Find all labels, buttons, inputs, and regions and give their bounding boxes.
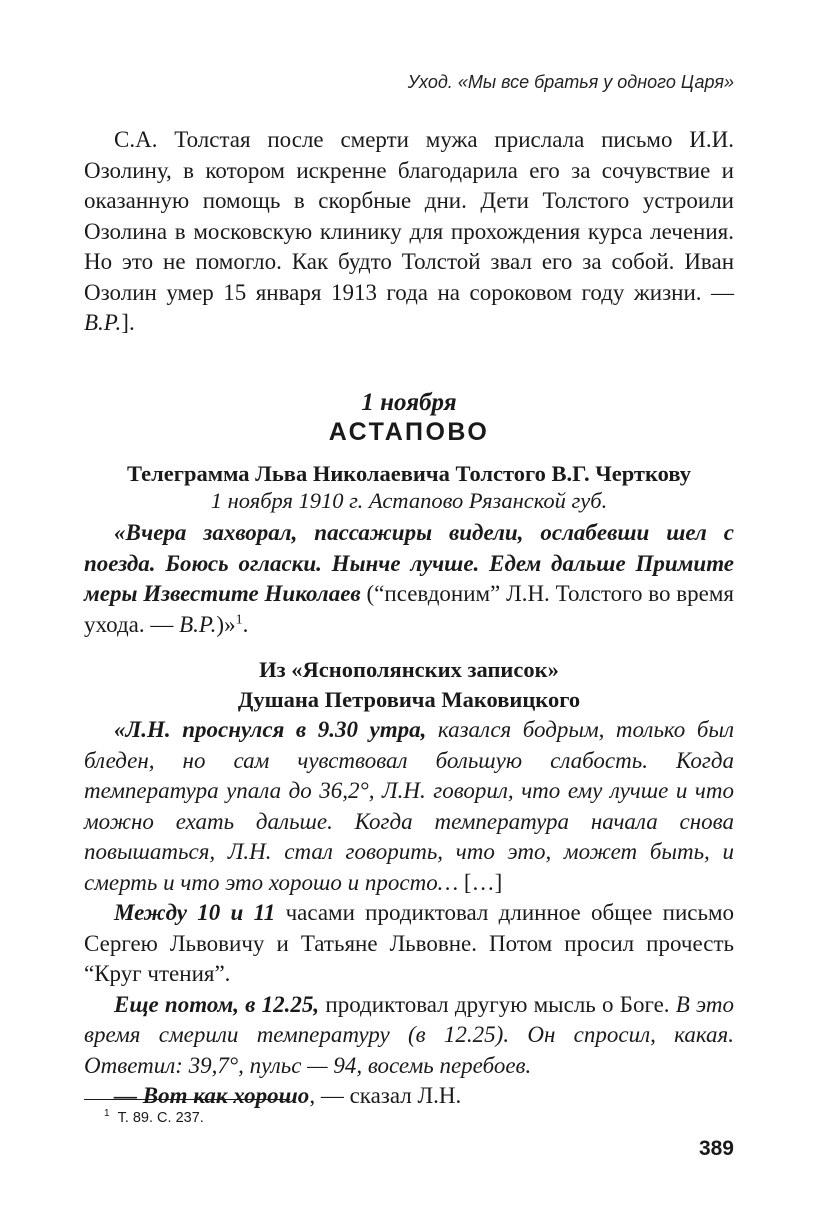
section-place: АСТАПОВО <box>328 418 490 446</box>
telegram-paragraph <box>84 518 734 640</box>
telegram-subtitle: 1 ноября 1910 г. Астапово Рязанской губ. <box>210 488 608 513</box>
telegram-note: (“псевдоним” Л.Н. Толстого во время ухода. — <box>84 581 734 637</box>
telegram-note-close: )» <box>216 611 236 637</box>
telegram-title: Телеграмма Льва Николаевича Толстого В.Г. Черткову <box>127 461 691 486</box>
footnote <box>84 1104 384 1128</box>
footnote-reference[interactable]: 1 <box>235 611 243 627</box>
excerpt-title <box>84 655 734 715</box>
excerpt-paragraph-2 <box>84 898 734 990</box>
excerpt-p1-end: […] <box>458 869 503 895</box>
excerpt-p4-bold: — Вот как хорошо <box>114 1083 310 1108</box>
excerpt-p3-text: продиктовал другую мысль о Боге. <box>319 991 670 1017</box>
excerpt-p3-bold: Еще потом, в 12.25, <box>114 991 320 1017</box>
excerpt-p1-bold: «Л.Н. проснулся в 9.30 утра, <box>114 717 427 742</box>
telegram-note-initials: В.Р. <box>179 611 217 637</box>
excerpt-p2-text: часами продиктовал длинное общее письмо Сергею Львовичу и Татьяне Львовне. Потом просил прочесть “Круг чтения”. <box>84 900 735 986</box>
excerpt-p4-text: , — сказал Л.Н. <box>309 1083 462 1108</box>
intro-initials: В.Р. <box>84 310 122 335</box>
excerpt-paragraph-3 <box>84 990 734 1082</box>
intro-paragraph <box>84 125 734 339</box>
page-number: 389 <box>698 1137 734 1160</box>
footnote-text: Т. 89. С. 237. <box>117 1109 204 1126</box>
excerpt-p2-bold: Между 10 и 11 <box>114 900 276 925</box>
excerpt-title-line-1: Из «Яснополянских записок» <box>259 657 559 682</box>
footnote-mark: 1 <box>104 1108 110 1119</box>
telegram-end: . <box>242 611 249 637</box>
intro-text: С.А. Толстая после смерти мужа прислала письмо И.И. Озолину, в котором искренне благодарила его за сочувствие и оказанную помощь в скорбные дни. Дети Толстого устроили Озолина в московскую клинику для прохождения курса лечения. Но это не помогло. Как будто Толстой звал его за собой. Иван Озолин умер 15 января 1913 года на сороковом году жизни. — <box>84 127 734 305</box>
excerpt-body <box>84 715 734 1112</box>
footnote-divider <box>84 1099 290 1100</box>
intro-close: ]. <box>121 310 135 335</box>
section-date: 1 ноября <box>361 389 457 416</box>
running-header: Уход. «Мы все братья у одного Царя» <box>407 72 734 92</box>
excerpt-p3-italic: В это время смерили температуру (в 12.25). Он спросил, какая. Ответил: 39,7°, пульс — 94, восемь перебоев. <box>84 991 735 1078</box>
excerpt-p1-italic: казался бодрым, только был бледен, но сам чувствовал большую слабость. Когда температура упала до 36,2°, Л.Н. говорил, что ему лучше и что можно ехать дальше. Когда температура начала снова повышаться, Л.Н. стал говорить, что это, может быть, и смерть и что это хорошо и просто… <box>84 717 735 895</box>
excerpt-paragraph-1 <box>84 715 734 898</box>
book-page <box>84 0 734 1232</box>
telegram-quote: «Вчера захворал, пассажиры видели, ослабевши шел с поезда. Боюсь огласки. Нынче лучше. Едем дальше Примите меры Известите Николаев <box>84 520 734 606</box>
excerpt-title-line-2: Душана Петровича Маковицкого <box>237 687 581 712</box>
